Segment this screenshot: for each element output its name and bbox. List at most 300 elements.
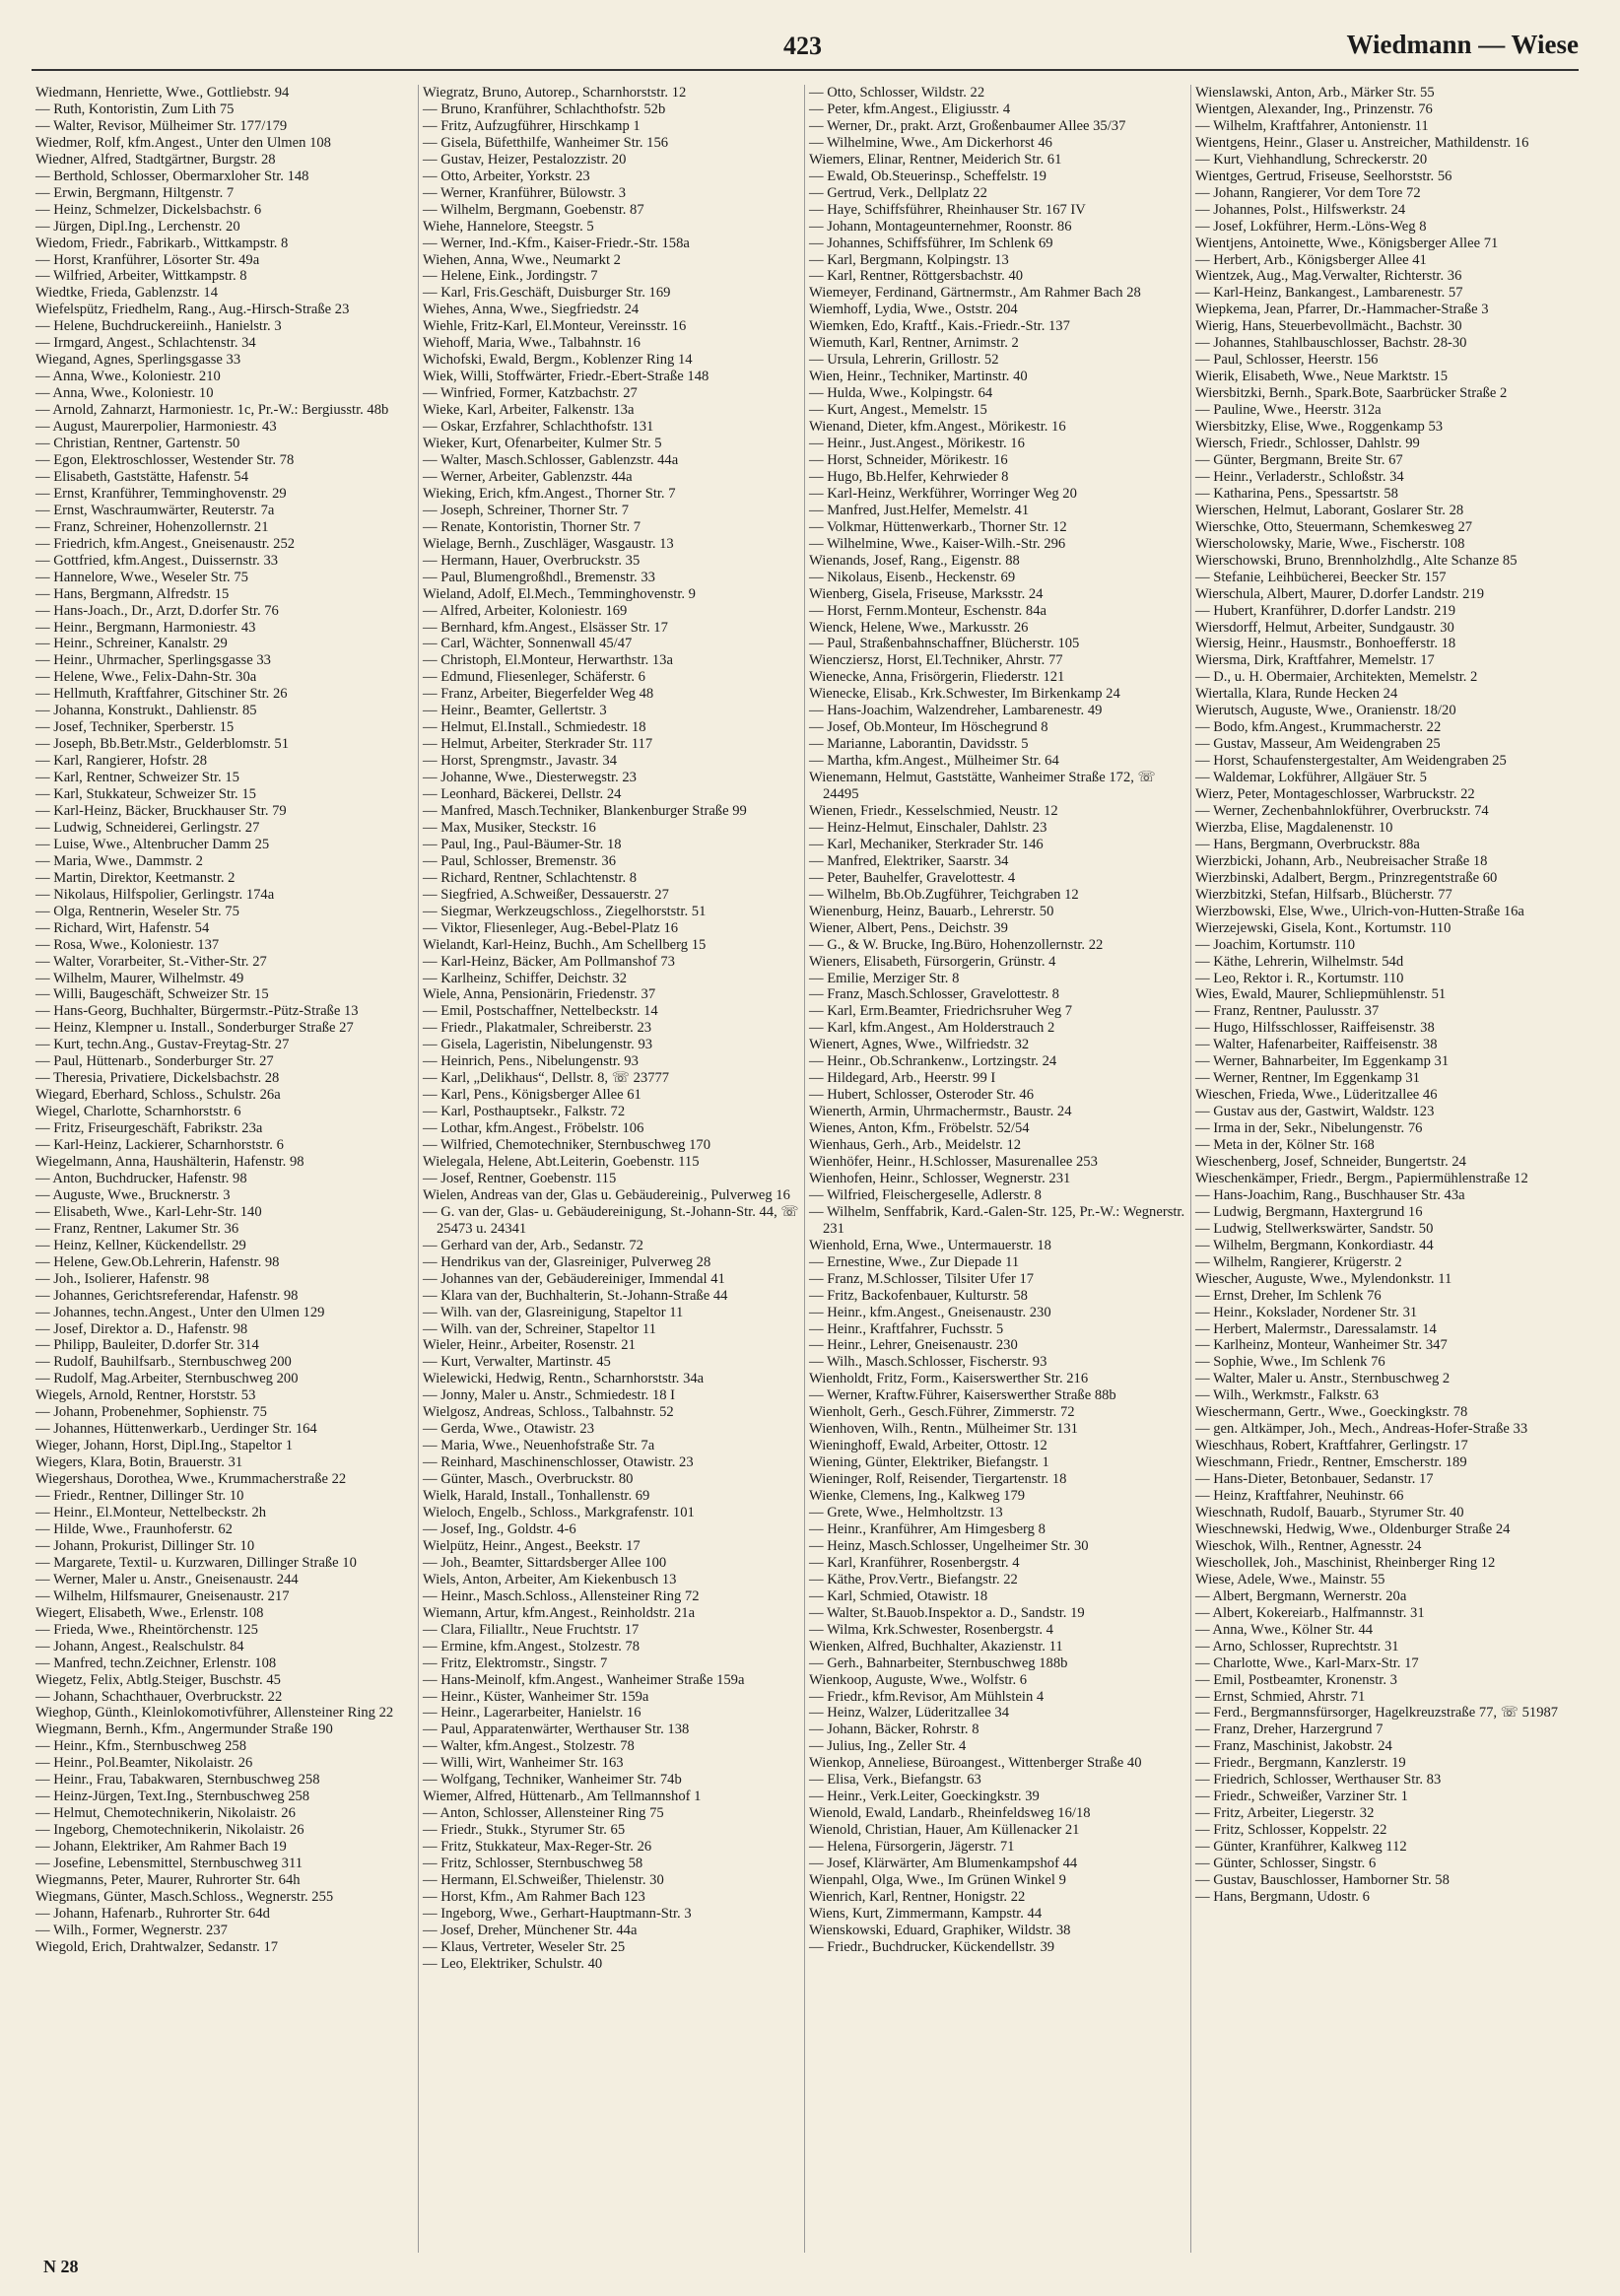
directory-entry: — Maria, Wwe., Dammstr. 2 bbox=[35, 852, 203, 869]
directory-entry: — Leo, Elektriker, Schulstr. 40 bbox=[423, 1955, 603, 1972]
directory-entry: — Paul, Hüttenarb., Sonderburger Str. 27 bbox=[35, 1053, 274, 1070]
directory-entry: — Johann, Bäcker, Rohrstr. 8 bbox=[809, 1722, 979, 1738]
directory-entry: — Werner, Zechenbahnlokführer, Overbruckstr. 74 bbox=[1195, 802, 1489, 819]
directory-entry: — Marianne, Laborantin, Davidsstr. 5 bbox=[809, 736, 1029, 753]
directory-entry: Wieninghoff, Ewald, Arbeiter, Ottostr. 12 bbox=[809, 1438, 1047, 1454]
directory-entry: — Johann, Elektriker, Am Rahmer Bach 19 bbox=[35, 1839, 287, 1856]
directory-entry: Wierik, Elisabeth, Wwe., Neue Marktstr. 15 bbox=[1195, 369, 1449, 385]
directory-entry: — Hermann, Hauer, Overbruckstr. 35 bbox=[423, 552, 641, 569]
directory-entry: — Wilhelmine, Wwe., Kaiser-Wilh.-Str. 296 bbox=[809, 535, 1066, 552]
directory-entry: — Josef, Ob.Monteur, Im Höschegrund 8 bbox=[809, 719, 1048, 736]
directory-entry: Wichofski, Ewald, Bergm., Koblenzer Ring 14 bbox=[423, 352, 693, 369]
directory-entry: — Arno, Schlosser, Ruprechtstr. 31 bbox=[1195, 1638, 1399, 1654]
directory-entry: — Anton, Buchdrucker, Hafenstr. 98 bbox=[35, 1170, 247, 1186]
directory-entry: — Karlheinz, Schiffer, Deichstr. 32 bbox=[423, 970, 628, 986]
directory-entry: — Paul, Apparatenwärter, Werthauser Str. 138 bbox=[423, 1722, 690, 1738]
directory-entry: Wiehe, Hannelore, Steegstr. 5 bbox=[423, 218, 594, 235]
directory-entry: — Ferd., Bergmannsfürsorger, Hagelkreuzstraße 77, ☏ 51987 bbox=[1195, 1705, 1559, 1722]
directory-entry: — Joh., Isolierer, Hafenstr. 98 bbox=[35, 1270, 210, 1287]
directory-entry: Wienen, Friedr., Kesselschmied, Neustr. 12 bbox=[809, 802, 1058, 819]
directory-entry: Wien, Heinr., Techniker, Martinstr. 40 bbox=[809, 369, 1028, 385]
directory-entry: Wielpütz, Heinr., Angest., Beekstr. 17 bbox=[423, 1537, 641, 1554]
directory-entry: Wienholdt, Fritz, Form., Kaiserswerther Str. 216 bbox=[809, 1371, 1089, 1387]
directory-entry: — Herbert, Malermstr., Daressalamstr. 14 bbox=[1195, 1320, 1437, 1337]
directory-entry: Wiehes, Anna, Wwe., Siegfriedstr. 24 bbox=[423, 302, 640, 318]
directory-entry: — Käthe, Prov.Vertr., Biefangstr. 22 bbox=[809, 1571, 1018, 1587]
directory-entry: — Werner, Kraftw.Führer, Kaiserswerther Straße 88b bbox=[809, 1387, 1116, 1404]
directory-entry: Wieschnewski, Hedwig, Wwe., Oldenburger Straße 24 bbox=[1195, 1520, 1511, 1537]
directory-entry: — Manfred, Just.Helfer, Memelstr. 41 bbox=[809, 502, 1030, 518]
directory-entry: — Franz, Masch.Schlosser, Gravelottestr. 8 bbox=[809, 986, 1059, 1003]
directory-entry: — Franz, Arbeiter, Biegerfelder Weg 48 bbox=[423, 686, 654, 703]
directory-entry: — Ernestine, Wwe., Zur Diepade 11 bbox=[809, 1253, 1020, 1270]
directory-entry: — Charlotte, Wwe., Karl-Marx-Str. 17 bbox=[1195, 1654, 1419, 1671]
directory-entry: — Johanna, Konstrukt., Dahlienstr. 85 bbox=[35, 703, 257, 719]
directory-entry: Wiegratz, Bruno, Autorep., Scharnhorststr. 12 bbox=[423, 85, 687, 101]
directory-entry: Wienhaus, Gerh., Arb., Meidelstr. 12 bbox=[809, 1137, 1022, 1154]
directory-entry: — Klara van der, Buchhalterin, St.-Johann-Straße 44 bbox=[423, 1287, 728, 1304]
directory-entry: Wiersbitzky, Elise, Wwe., Roggenkamp 53 bbox=[1195, 419, 1444, 436]
directory-entry: — Manfred, Elektriker, Saarstr. 34 bbox=[809, 852, 1009, 869]
directory-entry: Wiese, Adele, Wwe., Mainstr. 55 bbox=[1195, 1571, 1385, 1587]
directory-entry: — Ruth, Kontoristin, Zum Lith 75 bbox=[35, 101, 235, 117]
directory-entry: — Wilh. van der, Glasreinigung, Stapeltor 11 bbox=[423, 1304, 684, 1320]
directory-entry: Wienhoven, Wilh., Rentn., Mülheimer Str. 131 bbox=[809, 1421, 1078, 1438]
directory-entry: — Bernhard, kfm.Angest., Elsässer Str. 17 bbox=[423, 619, 668, 636]
directory-entry: Wierzbinski, Adalbert, Bergm., Prinzregentstraße 60 bbox=[1195, 869, 1498, 886]
directory-entry: — Johannes, Stahlbauschlosser, Bachstr. 28-30 bbox=[1195, 335, 1467, 352]
directory-entry: — Berthold, Schlosser, Obermarxloher Str. 148 bbox=[35, 168, 309, 184]
directory-entry: — Friedr., Schweißer, Varziner Str. 1 bbox=[1195, 1789, 1408, 1805]
directory-entry: — Werner, Kranführer, Bülowstr. 3 bbox=[423, 184, 627, 201]
directory-entry: — Wilhelmine, Wwe., Am Dickerhorst 46 bbox=[809, 134, 1052, 151]
directory-entry: — Ludwig, Stellwerkswärter, Sandstr. 50 bbox=[1195, 1220, 1434, 1237]
directory-entry: — Josef, Ing., Goldstr. 4-6 bbox=[423, 1520, 576, 1537]
directory-entry: — Albert, Bergmann, Wernerstr. 20a bbox=[1195, 1587, 1407, 1604]
directory-entry: — Wilhelm, Rangierer, Krügerstr. 2 bbox=[1195, 1253, 1402, 1270]
directory-entry: — Günter, Kranführer, Kalkweg 112 bbox=[1195, 1839, 1407, 1856]
directory-entry: — Heinr., Kokslader, Nordener Str. 31 bbox=[1195, 1304, 1418, 1320]
directory-entry: — Gisela, Lageristin, Nibelungenstr. 93 bbox=[423, 1037, 653, 1053]
directory-entry: Wiersma, Dirk, Kraftfahrer, Memelstr. 17 bbox=[1195, 652, 1435, 669]
directory-entry: Wiedom, Friedr., Fabrikarb., Wittkampstr. 8 bbox=[35, 235, 289, 251]
directory-entry: — Bodo, kfm.Angest., Krummacherstr. 22 bbox=[1195, 719, 1442, 736]
directory-entry: — Johann, Hafenarb., Ruhrorter Str. 64d bbox=[35, 1905, 270, 1922]
directory-entry: — D., u. H. Obermaier, Architekten, Memelstr. 2 bbox=[1195, 669, 1478, 686]
directory-entry: Wiegershaus, Dorothea, Wwe., Krummacherstraße 22 bbox=[35, 1471, 347, 1488]
directory-entry: Wienkop, Anneliese, Büroangest., Wittenberger Straße 40 bbox=[809, 1755, 1142, 1772]
directory-entry: Wiemer, Alfred, Hüttenarb., Am Tellmannshof 1 bbox=[423, 1789, 702, 1805]
directory-entry: Wiemken, Edo, Kraftf., Kais.-Friedr.-Str. 137 bbox=[809, 318, 1070, 335]
directory-entry: — Hans, Bergmann, Udostr. 6 bbox=[1195, 1888, 1370, 1905]
directory-entry: — Werner, Maler u. Anstr., Gneisenaustr. 244 bbox=[35, 1571, 299, 1587]
directory-entry: — Ursula, Lehrerin, Grillostr. 52 bbox=[809, 352, 999, 369]
directory-entry: — Werner, Dr., prakt. Arzt, Großenbaumer Allee 35/37 bbox=[809, 117, 1126, 134]
directory-entry: — Emilie, Merziger Str. 8 bbox=[809, 970, 960, 986]
directory-entry: — Peter, Bauhelfer, Gravelottestr. 4 bbox=[809, 869, 1016, 886]
directory-entry: — Käthe, Lehrerin, Wilhelmstr. 54d bbox=[1195, 953, 1404, 970]
directory-entry: Wierschen, Helmut, Laborant, Goslarer Str. 28 bbox=[1195, 502, 1464, 518]
directory-entry: Wiemuth, Karl, Rentner, Arnimstr. 2 bbox=[809, 335, 1019, 352]
directory-entry: — Wilfried, Arbeiter, Wittkampstr. 8 bbox=[35, 268, 247, 285]
directory-entry: — Karl, Rangierer, Hofstr. 28 bbox=[35, 753, 208, 770]
directory-entry: Wiegelmann, Anna, Haushälterin, Hafenstr. 98 bbox=[35, 1154, 304, 1170]
directory-entry: Wiemers, Elinar, Rentner, Meiderich Str. 61 bbox=[809, 151, 1062, 168]
directory-entry: — Hans, Bergmann, Alfredstr. 15 bbox=[35, 585, 230, 602]
directory-entry: Wierscholowsky, Marie, Wwe., Fischerstr. 108 bbox=[1195, 535, 1465, 552]
directory-entry: — Anna, Wwe., Koloniestr. 10 bbox=[35, 385, 214, 402]
directory-entry: Wielgosz, Andreas, Schloss., Talbahnstr. 52 bbox=[423, 1404, 674, 1421]
directory-entry: — Karl-Heinz, Bäcker, Bruckhauser Str. 79 bbox=[35, 802, 287, 819]
directory-entry: — Luise, Wwe., Altenbrucher Damm 25 bbox=[35, 836, 270, 852]
directory-entry: — Joseph, Schreiner, Thorner Str. 7 bbox=[423, 502, 630, 518]
directory-entry: — Jürgen, Dipl.Ing., Lerchenstr. 20 bbox=[35, 218, 240, 235]
directory-entry: — Johann, Probenehmer, Sophienstr. 75 bbox=[35, 1404, 267, 1421]
directory-entry: — gen. Altkämper, Joh., Mech., Andreas-Hofer-Straße 33 bbox=[1195, 1421, 1528, 1438]
directory-entry: — Ernst, Dreher, Im Schlenk 76 bbox=[1195, 1287, 1382, 1304]
directory-entry: — Wilhelm, Maurer, Wilhelmstr. 49 bbox=[35, 970, 244, 986]
directory-entry: Wieschok, Wilh., Rentner, Agnesstr. 24 bbox=[1195, 1537, 1422, 1554]
directory-entry: — Nikolaus, Hilfspolier, Gerlingstr. 174a bbox=[35, 886, 275, 903]
directory-entry: — Wilh., Werkmstr., Falkstr. 63 bbox=[1195, 1387, 1380, 1404]
directory-entry: Wiemann, Artur, kfm.Angest., Reinholdstr. 21a bbox=[423, 1604, 696, 1621]
directory-entry: Wielewicki, Hedwig, Rentn., Scharnhorststr. 34a bbox=[423, 1371, 705, 1387]
directory-entry: Wiels, Anton, Arbeiter, Am Kiekenbusch 13 bbox=[423, 1571, 677, 1587]
directory-entry: — Karl, Kranführer, Rosenbergstr. 4 bbox=[809, 1554, 1020, 1571]
header-rule bbox=[32, 69, 1579, 71]
directory-entry: — Friedr., Plakatmaler, Schreiberstr. 23 bbox=[423, 1020, 652, 1037]
directory-entry: — Karl, Stukkateur, Schweizer Str. 15 bbox=[35, 786, 256, 803]
directory-entry: Wiencziersz, Horst, El.Techniker, Ahrstr. 77 bbox=[809, 652, 1063, 669]
directory-entry: — Friedrich, kfm.Angest., Gneisenaustr. 252 bbox=[35, 535, 296, 552]
directory-entry: Wieker, Kurt, Ofenarbeiter, Kulmer Str. 5 bbox=[423, 436, 662, 452]
directory-entry: — Auguste, Wwe., Brucknerstr. 3 bbox=[35, 1186, 231, 1203]
directory-entry: — Irma in der, Sekr., Nibelungenstr. 76 bbox=[1195, 1120, 1423, 1137]
directory-entry: — Karl-Heinz, Werkführer, Worringer Weg 20 bbox=[809, 485, 1077, 502]
directory-entry: — Wilh., Former, Wegnerstr. 237 bbox=[35, 1922, 228, 1938]
directory-entry: — Hans-Meinolf, kfm.Angest., Wanheimer Straße 159a bbox=[423, 1671, 745, 1688]
directory-entry: — Heinr., Lagerarbeiter, Hanielstr. 16 bbox=[423, 1705, 641, 1722]
directory-entry: — Johannes, techn.Angest., Unter den Ulmen 129 bbox=[35, 1304, 325, 1320]
directory-entry: — Karl-Heinz, Lackierer, Scharnhorststr. 6 bbox=[35, 1137, 284, 1154]
directory-entry: — Ermine, kfm.Angest., Stolzestr. 78 bbox=[423, 1638, 641, 1654]
directory-entry: Wienecke, Elisab., Krk.Schwester, Im Birkenkamp 24 bbox=[809, 686, 1120, 703]
directory-entry: Wiening, Günter, Elektriker, Biefangstr. 1 bbox=[809, 1454, 1049, 1471]
directory-entry: Wiehoff, Maria, Wwe., Talbahnstr. 16 bbox=[423, 335, 641, 352]
directory-entry: Wiegmann, Bernh., Kfm., Angermunder Straße 190 bbox=[35, 1722, 333, 1738]
directory-entry: — Johann, Rangierer, Vor dem Tore 72 bbox=[1195, 184, 1421, 201]
directory-entry: Wierzba, Elise, Magdalenenstr. 10 bbox=[1195, 819, 1393, 836]
directory-entry: Wientgen, Alexander, Ing., Prinzenstr. 76 bbox=[1195, 101, 1433, 117]
directory-entry: — Irmgard, Angest., Schlachtenstr. 34 bbox=[35, 335, 256, 352]
directory-entry: — Heinr., Verladerstr., Schloßstr. 34 bbox=[1195, 468, 1404, 485]
directory-entry: Wiegard, Eberhard, Schloss., Schulstr. 26a bbox=[35, 1087, 281, 1104]
directory-entry: — Hans-Joachim, Walzendreher, Lambarenestr. 49 bbox=[809, 703, 1103, 719]
directory-entry: Wienecke, Anna, Frisörgerin, Fliederstr. 121 bbox=[809, 669, 1065, 686]
directory-entry: — Wilfried, Chemotechniker, Sternbuschweg 170 bbox=[423, 1137, 710, 1154]
directory-entry: — Hans, Bergmann, Overbruckstr. 88a bbox=[1195, 836, 1420, 852]
directory-entry: — Heinr., Kfm., Sternbuschweg 258 bbox=[35, 1738, 247, 1755]
directory-entry: — Helmut, Arbeiter, Sterkrader Str. 117 bbox=[423, 736, 653, 753]
directory-entry: — Rosa, Wwe., Koloniestr. 137 bbox=[35, 936, 220, 953]
directory-entry: — Werner, Ind.-Kfm., Kaiser-Friedr.-Str. 158a bbox=[423, 235, 690, 251]
directory-entry: Wienkoop, Auguste, Wwe., Wolfstr. 6 bbox=[809, 1671, 1028, 1688]
directory-entry: — Anna, Wwe., Koloniestr. 210 bbox=[35, 369, 221, 385]
directory-entry: Wiedmer, Rolf, kfm.Angest., Unter den Ulmen 108 bbox=[35, 134, 331, 151]
directory-entry: Wienold, Ewald, Landarb., Rheinfeldsweg 16/18 bbox=[809, 1805, 1091, 1822]
directory-entry: — Elisabeth, Wwe., Karl-Lehr-Str. 140 bbox=[35, 1203, 262, 1220]
directory-entry: — Franz, Rentner, Lakumer Str. 36 bbox=[35, 1220, 239, 1237]
directory-entry: — Theresia, Privatiere, Dickelsbachstr. 28 bbox=[35, 1070, 280, 1087]
directory-entry: — Fritz, Backofenbauer, Kulturstr. 58 bbox=[809, 1287, 1028, 1304]
directory-entry: — Hubert, Kranführer, D.dorfer Landstr. 219 bbox=[1195, 602, 1456, 619]
directory-entry: — Heinr., Schreiner, Kanalstr. 29 bbox=[35, 636, 228, 652]
directory-entry: — Karl, Fris.Geschäft, Duisburger Str. 169 bbox=[423, 285, 671, 302]
directory-entry: — Manfred, Masch.Techniker, Blankenburger Straße 99 bbox=[423, 802, 747, 819]
directory-entry: Wientgens, Heinr., Glaser u. Anstreicher, Mathildenstr. 16 bbox=[1195, 134, 1529, 151]
directory-entry: — Joseph, Bb.Betr.Mstr., Gelderblomstr. 51 bbox=[35, 736, 290, 753]
directory-entry: Wienenburg, Heinz, Bauarb., Lehrerstr. 50 bbox=[809, 903, 1054, 919]
directory-entry: — Karl-Heinz, Bankangest., Lambarenestr. 57 bbox=[1195, 285, 1463, 302]
directory-entry: — Friedr., Rentner, Dillinger Str. 10 bbox=[35, 1488, 244, 1505]
column-1 bbox=[32, 85, 418, 2253]
directory-entry: — Joh., Beamter, Sittardsberger Allee 100 bbox=[423, 1554, 667, 1571]
directory-entry: Wiersig, Heinr., Hausmstr., Bonhoefferstr. 18 bbox=[1195, 636, 1456, 652]
directory-entry: — Heinz-Helmut, Einschaler, Dahlstr. 23 bbox=[809, 819, 1047, 836]
directory-columns bbox=[32, 85, 1584, 2253]
directory-entry: — Hans-Georg, Buchhalter, Bürgermstr.-Pütz-Straße 13 bbox=[35, 1003, 359, 1020]
directory-entry: — Karl, Posthauptsekr., Falkstr. 72 bbox=[423, 1104, 626, 1120]
directory-entry: — Heinr., kfm.Angest., Gneisenaustr. 230 bbox=[809, 1304, 1051, 1320]
directory-entry: Wierzejewski, Gisela, Kont., Kortumstr. 110 bbox=[1195, 919, 1451, 936]
directory-entry: — Heinrich, Pens., Nibelungenstr. 93 bbox=[423, 1053, 639, 1070]
directory-entry: Wielk, Harald, Install., Tonhallenstr. 69 bbox=[423, 1488, 650, 1505]
directory-entry: — Walter, Hafenarbeiter, Raiffeisenstr. 38 bbox=[1195, 1037, 1438, 1053]
directory-entry: — Wilhelm, Kraftfahrer, Antonienstr. 11 bbox=[1195, 117, 1429, 134]
directory-entry: — Leo, Rektor i. R., Kortumstr. 110 bbox=[1195, 970, 1404, 986]
directory-entry: — Horst, Kranführer, Lösorter Str. 49a bbox=[35, 251, 260, 268]
directory-entry: — Gustav, Bauschlosser, Hamborner Str. 58 bbox=[1195, 1871, 1450, 1888]
directory-entry: — Gertrud, Verk., Dellplatz 22 bbox=[809, 184, 987, 201]
directory-entry: — Helmut, Chemotechnikerin, Nikolaistr. 26 bbox=[35, 1805, 296, 1822]
directory-entry: Wieschenberg, Josef, Schneider, Bungertstr. 24 bbox=[1195, 1154, 1466, 1170]
directory-entry: — Heinz, Schmelzer, Dickelsbachstr. 6 bbox=[35, 201, 262, 218]
directory-entry: — Alfred, Arbeiter, Koloniestr. 169 bbox=[423, 602, 628, 619]
directory-entry: — Hendrikus van der, Glasreiniger, Pulverweg 28 bbox=[423, 1253, 711, 1270]
directory-entry: — Anna, Wwe., Kölner Str. 44 bbox=[1195, 1621, 1374, 1638]
directory-entry: Wiepkema, Jean, Pfarrer, Dr.-Hammacher-Straße 3 bbox=[1195, 302, 1489, 318]
directory-entry: — Heinr., Uhrmacher, Sperlingsgasse 33 bbox=[35, 652, 271, 669]
directory-entry: — Rudolf, Bauhilfsarb., Sternbuschweg 200 bbox=[35, 1354, 292, 1371]
directory-entry: — Gerhard van der, Arb., Sedanstr. 72 bbox=[423, 1237, 643, 1253]
directory-entry: Wieschen, Frieda, Wwe., Lüderitzallee 46 bbox=[1195, 1087, 1438, 1104]
directory-entry: Wiegold, Erich, Drahtwalzer, Sedanstr. 17 bbox=[35, 1938, 279, 1955]
directory-entry: — Herbert, Arb., Königsberger Allee 41 bbox=[1195, 251, 1427, 268]
directory-entry: — Johannes, Gerichtsreferendar, Hafenstr. 98 bbox=[35, 1287, 299, 1304]
directory-entry: Wiersdorff, Helmut, Arbeiter, Sundgaustr. 30 bbox=[1195, 619, 1454, 636]
directory-entry: Wiek, Willi, Stoffwärter, Friedr.-Ebert-Straße 148 bbox=[423, 369, 709, 385]
directory-entry: — Clara, Filialltr., Neue Fruchtstr. 17 bbox=[423, 1621, 640, 1638]
directory-entry: Wieke, Karl, Arbeiter, Falkenstr. 13a bbox=[423, 402, 635, 419]
directory-entry: — Edmund, Fliesenleger, Schäferstr. 6 bbox=[423, 669, 645, 686]
directory-entry: — Olga, Rentnerin, Weseler Str. 75 bbox=[35, 903, 239, 919]
directory-entry: — Franz, M.Schlosser, Tilsiter Ufer 17 bbox=[809, 1270, 1035, 1287]
directory-entry: — Josef, Rentner, Goebenstr. 115 bbox=[423, 1170, 617, 1186]
column-4 bbox=[1190, 85, 1577, 2253]
directory-entry: — Karl, Bergmann, Kolpingstr. 13 bbox=[809, 251, 1009, 268]
directory-entry: Wiedtke, Frieda, Gablenzstr. 14 bbox=[35, 285, 219, 302]
directory-entry: — Fritz, Schlosser, Sternbuschweg 58 bbox=[423, 1856, 643, 1872]
directory-entry: — Heinr., Kraftfahrer, Fuchsstr. 5 bbox=[809, 1320, 1004, 1337]
directory-entry: Wienslawski, Anton, Arb., Märker Str. 55 bbox=[1195, 85, 1435, 101]
directory-entry: — Wilhelm, Senffabrik, Kard.-Galen-Str. 125, Pr.-W.: Wegnerstr. 231 bbox=[809, 1203, 1185, 1237]
directory-entry: Wiehle, Fritz-Karl, El.Monteur, Vereinsstr. 16 bbox=[423, 318, 687, 335]
directory-entry: Wiegert, Elisabeth, Wwe., Erlenstr. 108 bbox=[35, 1604, 264, 1621]
directory-entry: Wiertalla, Klara, Runde Hecken 24 bbox=[1195, 686, 1398, 703]
directory-entry: — Walter, kfm.Angest., Stolzestr. 78 bbox=[423, 1738, 635, 1755]
directory-entry: Wiele, Anna, Pensionärin, Friedenstr. 37 bbox=[423, 986, 656, 1003]
directory-entry: — Heinr., Frau, Tabakwaren, Sternbuschweg 258 bbox=[35, 1772, 320, 1789]
directory-entry: Wieschenkämper, Friedr., Bergm., Papiermühlenstraße 12 bbox=[1195, 1170, 1528, 1186]
directory-entry: — Fritz, Schlosser, Koppelstr. 22 bbox=[1195, 1822, 1387, 1839]
directory-entry: — Friedr., kfm.Revisor, Am Mühlstein 4 bbox=[809, 1688, 1045, 1705]
directory-entry: Wiener, Albert, Pens., Deichstr. 39 bbox=[809, 919, 1008, 936]
directory-entry: Wienerth, Armin, Uhrmachermstr., Baustr. 24 bbox=[809, 1104, 1072, 1120]
directory-entry: — Renate, Kontoristin, Thorner Str. 7 bbox=[423, 518, 641, 535]
directory-entry: — Paul, Schlosser, Bremenstr. 36 bbox=[423, 852, 617, 869]
directory-entry: — Otto, Arbeiter, Yorkstr. 23 bbox=[423, 168, 590, 184]
directory-entry: — Anton, Schlosser, Allensteiner Ring 75 bbox=[423, 1805, 664, 1822]
directory-entry: — Heinr., Lehrer, Gneisenaustr. 230 bbox=[809, 1337, 1018, 1354]
directory-entry: Wiehen, Anna, Wwe., Neumarkt 2 bbox=[423, 251, 621, 268]
directory-entry: — Winfried, Former, Katzbachstr. 27 bbox=[423, 385, 638, 402]
directory-entry: — Grete, Wwe., Helmholtzstr. 13 bbox=[809, 1505, 1003, 1521]
directory-entry: — Kurt, Viehhandlung, Schreckerstr. 20 bbox=[1195, 151, 1428, 168]
directory-entry: — Johann, Angest., Realschulstr. 84 bbox=[35, 1638, 244, 1654]
directory-entry: — G. van der, Glas- u. Gebäudereinigung, St.-Johann-Str. 44, ☏ 25473 u. 24341 bbox=[423, 1203, 799, 1237]
directory-entry: — Joachim, Kortumstr. 110 bbox=[1195, 936, 1356, 953]
directory-entry: Wiegetz, Felix, Abtlg.Steiger, Buschstr. 45 bbox=[35, 1671, 281, 1688]
directory-entry: — Wilhelm, Bergmann, Konkordiastr. 44 bbox=[1195, 1237, 1434, 1253]
directory-entry: Wieninger, Rolf, Reisender, Tiergartenstr. 18 bbox=[809, 1471, 1067, 1488]
directory-entry: — Walter, Maler u. Anstr., Sternbuschweg 2 bbox=[1195, 1371, 1451, 1387]
directory-entry: — Ludwig, Bergmann, Haxtergrund 16 bbox=[1195, 1203, 1423, 1220]
directory-entry: — Stefanie, Leihbücherei, Beecker Str. 157 bbox=[1195, 569, 1447, 585]
directory-entry: — Karl, Rentner, Röttgersbachstr. 40 bbox=[809, 268, 1024, 285]
directory-entry: — Willi, Wirt, Wanheimer Str. 163 bbox=[423, 1755, 624, 1772]
directory-entry: Wiescher, Auguste, Wwe., Mylendonkstr. 11 bbox=[1195, 1270, 1452, 1287]
directory-entry: Wiefelspütz, Friedhelm, Rang., Aug.-Hirsch-Straße 23 bbox=[35, 302, 350, 318]
directory-entry: — Josef, Klärwärter, Am Blumenkampshof 44 bbox=[809, 1856, 1078, 1872]
directory-entry: — Jonny, Maler u. Anstr., Schmiedestr. 18 I bbox=[423, 1387, 676, 1404]
directory-entry: — Günter, Schlosser, Singstr. 6 bbox=[1195, 1856, 1377, 1872]
directory-entry: Wienert, Agnes, Wwe., Wilfriedstr. 32 bbox=[809, 1037, 1030, 1053]
directory-entry: — Bruno, Kranführer, Schlachthofstr. 52b bbox=[423, 101, 666, 117]
directory-entry: — Fritz, Friseurgeschäft, Fabrikstr. 23a bbox=[35, 1120, 263, 1137]
directory-entry: Wienberg, Gisela, Friseuse, Marksstr. 24 bbox=[809, 585, 1044, 602]
directory-entry: — Carl, Wächter, Sonnenwall 45/47 bbox=[423, 636, 633, 652]
directory-entry: — Franz, Maschinist, Jakobstr. 24 bbox=[1195, 1738, 1392, 1755]
directory-entry: — Meta in der, Kölner Str. 168 bbox=[1195, 1137, 1375, 1154]
directory-entry: — Lothar, kfm.Angest., Fröbelstr. 106 bbox=[423, 1120, 644, 1137]
directory-entry: — Ernst, Kranführer, Temminghovenstr. 29 bbox=[35, 485, 287, 502]
directory-entry: Wiegmans, Günter, Masch.Schloss., Wegnerstr. 255 bbox=[35, 1888, 334, 1905]
directory-entry: — Christian, Rentner, Gartenstr. 50 bbox=[35, 436, 240, 452]
directory-entry: — Gerh., Bahnarbeiter, Sternbuschweg 188b bbox=[809, 1654, 1068, 1671]
directory-entry: Wienhold, Erna, Wwe., Untermauerstr. 18 bbox=[809, 1237, 1051, 1253]
directory-entry: — Ingeborg, Wwe., Gerhart-Hauptmann-Str. 3 bbox=[423, 1905, 692, 1922]
directory-entry: — Emil, Postbeamter, Kronenstr. 3 bbox=[1195, 1671, 1397, 1688]
directory-entry: — Heinr., El.Monteur, Nettelbeckstr. 2h bbox=[35, 1505, 267, 1521]
directory-entry: Wienemann, Helmut, Gaststätte, Wanheimer Straße 172, ☏ 24495 bbox=[809, 770, 1156, 803]
directory-entry: — Heinz, Kraftfahrer, Neuhinstr. 66 bbox=[1195, 1488, 1404, 1505]
directory-entry: — Wolfgang, Techniker, Wanheimer Str. 74b bbox=[423, 1772, 682, 1789]
directory-entry: — Volkmar, Hüttenwerkarb., Thorner Str. 12 bbox=[809, 518, 1067, 535]
directory-entry: — Werner, Bahnarbeiter, Im Eggenkamp 31 bbox=[1195, 1053, 1450, 1070]
directory-entry: Wienhöfer, Heinr., H.Schlosser, Masurenallee 253 bbox=[809, 1154, 1098, 1170]
directory-entry: Wieloch, Engelb., Schloss., Markgrafenstr. 101 bbox=[423, 1505, 695, 1521]
directory-entry: — Paul, Straßenbahnschaffner, Blücherstr. 105 bbox=[809, 636, 1080, 652]
directory-entry: Wienand, Dieter, kfm.Angest., Mörikestr. 16 bbox=[809, 419, 1066, 436]
directory-entry: — Wilh. van der, Schreiner, Stapeltor 11 bbox=[423, 1320, 656, 1337]
directory-entry: — Hannelore, Wwe., Weseler Str. 75 bbox=[35, 569, 248, 585]
directory-entry: — Wilhelm, Hilfsmaurer, Gneisenaustr. 217 bbox=[35, 1587, 290, 1604]
directory-entry: — Martha, kfm.Angest., Mülheimer Str. 64 bbox=[809, 753, 1059, 770]
directory-entry: — Horst, Fernm.Monteur, Eschenstr. 84a bbox=[809, 602, 1046, 619]
directory-entry: — Paul, Schlosser, Heerstr. 156 bbox=[1195, 352, 1379, 369]
directory-entry: Wiemeyer, Ferdinand, Gärtnermstr., Am Rahmer Bach 28 bbox=[809, 285, 1141, 302]
directory-entry: — Josef, Lokführer, Herm.-Löns-Weg 8 bbox=[1195, 218, 1427, 235]
directory-entry: Wielage, Bernh., Zuschläger, Wasgaustr. 13 bbox=[423, 535, 674, 552]
directory-entry: — Gerda, Wwe., Otawistr. 23 bbox=[423, 1421, 595, 1438]
directory-entry: — Horst, Kfm., Am Rahmer Bach 123 bbox=[423, 1888, 645, 1905]
directory-entry: — Wilhelm, Bb.Ob.Zugführer, Teichgraben 12 bbox=[809, 886, 1079, 903]
directory-entry: — Hugo, Bb.Helfer, Kehrwieder 8 bbox=[809, 468, 1009, 485]
directory-entry: — Johannes, Polst., Hilfswerkstr. 24 bbox=[1195, 201, 1406, 218]
directory-entry: Wienands, Josef, Rang., Eigenstr. 88 bbox=[809, 552, 1020, 569]
directory-entry: Wierzbicki, Johann, Arb., Neubreisacher Straße 18 bbox=[1195, 852, 1488, 869]
directory-entry: — Heinr., Pol.Beamter, Nikolaistr. 26 bbox=[35, 1755, 253, 1772]
directory-entry: — Hulda, Wwe., Kolpingstr. 64 bbox=[809, 385, 993, 402]
directory-entry: — Johanne, Wwe., Diesterwegstr. 23 bbox=[423, 770, 637, 786]
directory-entry: — Hubert, Schlosser, Osteroder Str. 46 bbox=[809, 1087, 1035, 1104]
directory-entry: — Josef, Dreher, Münchener Str. 44a bbox=[423, 1922, 638, 1938]
directory-entry: Wiegmanns, Peter, Maurer, Ruhrorter Str. 64h bbox=[35, 1871, 301, 1888]
directory-entry: Wiedmann, Henriette, Wwe., Gottliebstr. 94 bbox=[35, 85, 290, 101]
directory-entry: — Gustav, Masseur, Am Weidengraben 25 bbox=[1195, 736, 1441, 753]
directory-entry: Wielandt, Karl-Heinz, Buchh., Am Schellberg 15 bbox=[423, 936, 707, 953]
directory-entry: Wieking, Erich, kfm.Angest., Thorner Str. 7 bbox=[423, 485, 676, 502]
directory-entry: — Manfred, techn.Zeichner, Erlenstr. 108 bbox=[35, 1654, 277, 1671]
directory-entry: — Kurt, techn.Ang., Gustav-Freytag-Str. 27 bbox=[35, 1037, 290, 1053]
directory-entry: — Johannes, Schiffsführer, Im Schlenk 69 bbox=[809, 235, 1053, 251]
directory-entry: Wiegels, Arnold, Rentner, Horststr. 53 bbox=[35, 1387, 256, 1404]
directory-entry: Wieger, Johann, Horst, Dipl.Ing., Stapeltor 1 bbox=[35, 1438, 294, 1454]
directory-entry: Wienken, Alfred, Buchhalter, Akazienstr. 11 bbox=[809, 1638, 1063, 1654]
directory-entry: — Rudolf, Mag.Arbeiter, Sternbuschweg 200 bbox=[35, 1371, 299, 1387]
directory-entry: — Hans-Joach., Dr., Arzt, D.dorfer Str. 76 bbox=[35, 602, 279, 619]
running-head: Wiedmann — Wiese bbox=[1346, 30, 1579, 59]
directory-entry: Wiersbitzki, Bernh., Spark.Bote, Saarbrücker Straße 2 bbox=[1195, 385, 1508, 402]
directory-entry: — Wilma, Krk.Schwester, Rosenbergstr. 4 bbox=[809, 1621, 1053, 1638]
directory-entry: — Klaus, Vertreter, Weseler Str. 25 bbox=[423, 1938, 626, 1955]
directory-entry: — Otto, Schlosser, Wildstr. 22 bbox=[809, 85, 985, 101]
directory-entry: — Helmut, El.Install., Schmiedestr. 18 bbox=[423, 719, 646, 736]
directory-entry: Wiedner, Alfred, Stadtgärtner, Burgstr. 28 bbox=[35, 151, 276, 168]
directory-entry: — Ludwig, Schneiderei, Gerlingstr. 27 bbox=[35, 819, 260, 836]
directory-entry: — Walter, St.Bauob.Inspektor a. D., Sandstr. 19 bbox=[809, 1604, 1085, 1621]
page-number: 423 bbox=[783, 32, 822, 60]
